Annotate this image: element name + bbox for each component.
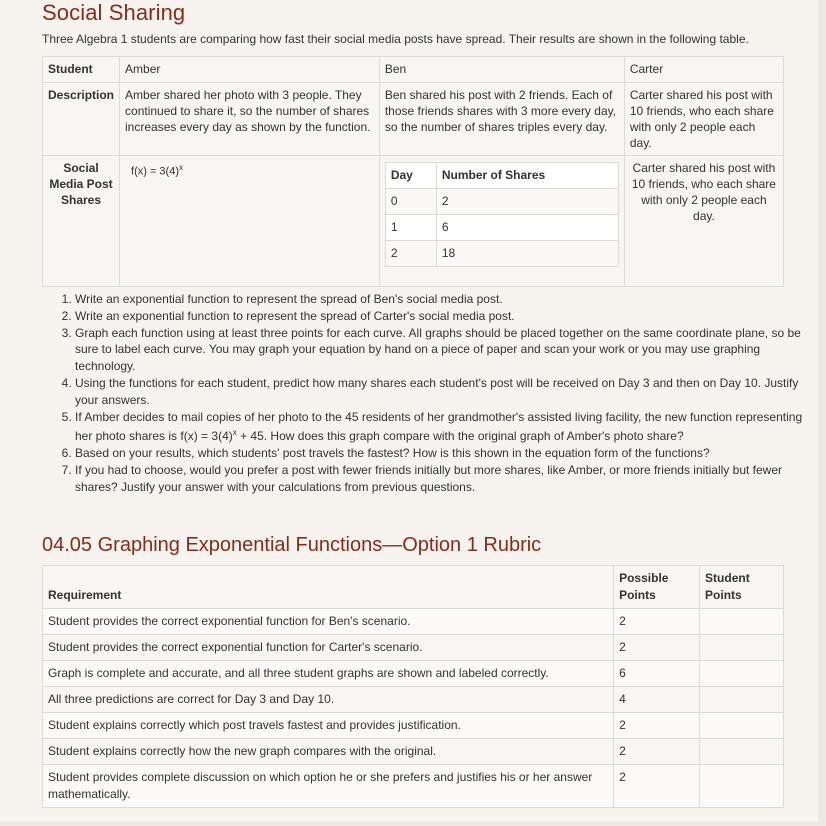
requirement-cell: All three predictions are correct for Day 3 and Day 10. xyxy=(43,687,614,713)
amber-function: f(x) = 3(4) xyxy=(131,165,179,178)
students-table xyxy=(42,56,784,287)
ben-shares-cell: 2 xyxy=(436,189,618,215)
question-item: 6. Based on your results, which students' post travels the fastest? How is this shown in the equation form of the functions? xyxy=(75,445,817,462)
question-item: 3. Graph each function using at least three points for each curve. All graphs should be placed together on the same coordinate plane, so be sure to label each curve. You may graph your equation by hand on a piece of paper and scan your work or you may use graphing technology. xyxy=(75,325,817,375)
scrollbar-track xyxy=(818,0,826,826)
question-text-after: + 45. How does this graph compare with the original graph of Amber's photo share? xyxy=(236,429,684,444)
student-points-cell xyxy=(700,765,784,808)
student-points-cell xyxy=(700,661,784,687)
points-cell: 2 xyxy=(614,635,700,661)
cell-amber-description: Amber shared her photo with 3 people. They continued to share it, so the number of shares increases every day as shown by the function. xyxy=(120,83,380,156)
question-item: 7. If you had to choose, would you prefer a post with fewer friends initially but more shares, like Amber, or more friends initially but fewer shares? Justify your answer with your calculations from previous questions. xyxy=(75,462,817,496)
page-bottom-divider xyxy=(0,822,818,826)
table-row xyxy=(43,739,784,765)
row-header-shares: Social Media Post Shares xyxy=(43,156,120,287)
requirement-cell: Student explains correctly how the new graph compares with the original. xyxy=(43,739,614,765)
cell-carter-shares: Carter shared his post with 10 friends, who each share with only 2 people each day. xyxy=(624,156,783,287)
requirement-cell: Student explains correctly which post travels fastest and provides justification. xyxy=(43,713,614,739)
cell-ben-description: Ben shared his post with 2 friends. Each of those friends shares with 3 more every day, so the number of shares triples every day. xyxy=(379,83,624,156)
question-item: 4. Using the functions for each student, predict how many shares each student's post will be received on Day 3 and then on Day 10. Justify your answers. xyxy=(75,375,817,409)
cell-ben-name: Ben xyxy=(379,57,624,83)
points-cell: 2 xyxy=(614,765,700,808)
points-cell: 6 xyxy=(614,661,700,687)
table-row xyxy=(43,57,784,83)
ben-shares-table xyxy=(385,162,619,267)
requirement-cell: Student provides the correct exponential function for Carter's scenario. xyxy=(43,635,614,661)
ben-col-day: Day xyxy=(385,163,436,189)
points-cell: 2 xyxy=(614,713,700,739)
cell-amber-function xyxy=(120,156,380,287)
ben-day-cell: 2 xyxy=(385,241,436,267)
student-points-cell xyxy=(700,713,784,739)
question-exponent: x xyxy=(232,428,237,438)
rubric-col-requirement: Requirement xyxy=(43,566,614,609)
student-points-cell xyxy=(700,687,784,713)
requirement-cell: Student provides complete discussion on which option he or she prefers and justifies his or her answer mathematically. xyxy=(43,765,614,808)
intro-text: Three Algebra 1 students are comparing how fast their social media posts have spread. Their results are shown in the following table. xyxy=(42,32,749,46)
table-row xyxy=(43,566,784,609)
question-item xyxy=(75,409,817,446)
table-row xyxy=(43,156,784,287)
ben-day-cell: 0 xyxy=(385,189,436,215)
table-row xyxy=(43,687,784,713)
cell-ben-shares xyxy=(379,156,624,287)
ben-day-cell: 1 xyxy=(385,215,436,241)
cell-carter-name: Carter xyxy=(624,57,783,83)
points-cell: 2 xyxy=(614,739,700,765)
page-title: Social Sharing xyxy=(42,0,186,25)
rubric-col-possible: Possible Points xyxy=(614,566,700,609)
row-header-student: Student xyxy=(43,57,120,83)
ben-shares-cell: 18 xyxy=(436,241,618,267)
table-row xyxy=(385,189,618,215)
table-row xyxy=(385,163,618,189)
amber-function-exponent: x xyxy=(179,163,183,172)
question-item: 1. Write an exponential function to represent the spread of Ben's social media post. xyxy=(75,291,817,308)
question-item: 2. Write an exponential function to represent the spread of Carter's social media post. xyxy=(75,308,817,325)
question-text-before: If Amber decides to mail copies of her photo to the 45 residents of her grandmother's assisted living facility, the new function representing her photo shares is f(x) = 3(4) xyxy=(75,409,803,444)
row-header-description: Description xyxy=(43,83,120,156)
ben-col-shares: Number of Shares xyxy=(436,163,618,189)
requirement-cell: Graph is complete and accurate, and all three student graphs are shown and labeled correctly. xyxy=(43,661,614,687)
student-points-cell xyxy=(700,739,784,765)
cell-amber-name: Amber xyxy=(120,57,380,83)
rubric-title: 04.05 Graphing Exponential Functions—Option 1 Rubric xyxy=(42,534,542,556)
points-cell: 2 xyxy=(614,609,700,635)
table-row xyxy=(43,635,784,661)
points-cell: 4 xyxy=(614,687,700,713)
table-row xyxy=(43,713,784,739)
table-row xyxy=(43,609,784,635)
table-row xyxy=(43,83,784,156)
table-row xyxy=(385,215,618,241)
cell-carter-description: Carter shared his post with 10 friends, who each share with only 2 people each day. xyxy=(624,83,783,156)
student-points-cell xyxy=(700,635,784,661)
table-row xyxy=(43,765,784,808)
rubric-col-student: Student Points xyxy=(700,566,784,609)
student-points-cell xyxy=(700,609,784,635)
requirement-cell: Student provides the correct exponential function for Ben's scenario. xyxy=(43,609,614,635)
questions-list xyxy=(42,291,817,496)
rubric-table xyxy=(42,565,784,808)
ben-shares-cell: 6 xyxy=(436,215,618,241)
table-row xyxy=(385,241,618,267)
table-row xyxy=(43,661,784,687)
